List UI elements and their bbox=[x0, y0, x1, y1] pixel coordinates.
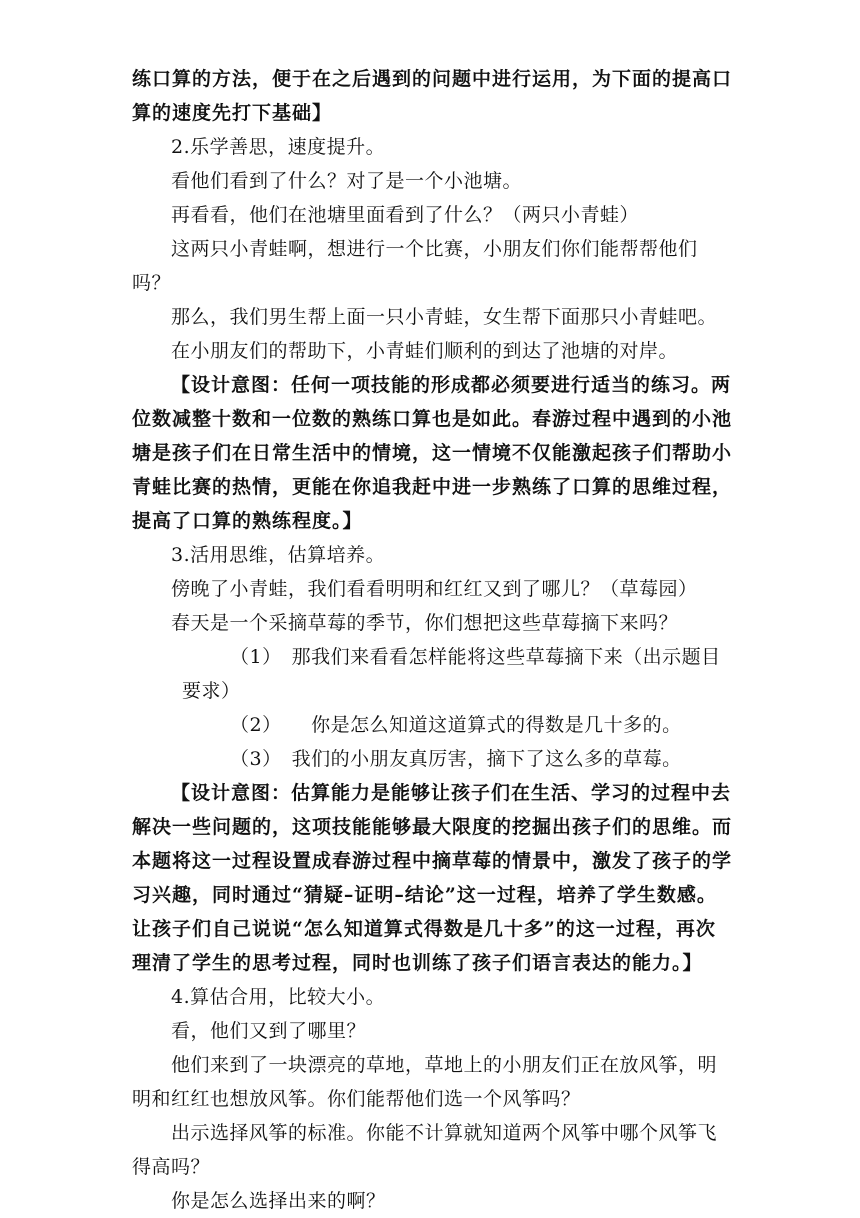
text-line: 春天是一个采摘草莓的季节，你们想把这些草莓摘下来吗？ bbox=[171, 612, 679, 634]
design-intent-line: 本题将这一过程设置成春游过程中摘草莓的情景中，激发了孩子的学 bbox=[132, 850, 733, 872]
design-intent-line: 习兴趣，同时通过“猜疑–证明–结论”这一过程，培养了学生数感。 bbox=[132, 884, 717, 906]
numbered-item: （2） 你是怎么知道这道算式的得数是几十多的。 bbox=[230, 714, 682, 736]
design-intent-line: 解决一些问题的，这项技能能够最大限度的挖掘出孩子们的思维。而 bbox=[132, 816, 733, 838]
text-line: 出示选择风筝的标准。你能不计算就知道两个风筝中哪个风筝飞 bbox=[171, 1122, 718, 1144]
section-heading: 3.活用思维，估算培养。 bbox=[171, 544, 386, 566]
text-line: 你是怎么选择出来的啊？ bbox=[171, 1190, 386, 1212]
design-intent-line: 位数减整十数和一位数的熟练口算也是如此。春游过程中遇到的小池 bbox=[132, 408, 733, 430]
text-line: 算的速度先打下基础】 bbox=[132, 102, 333, 124]
text-line: 明和红红也想放风筝。你们能帮他们选一个风筝吗？ bbox=[132, 1088, 581, 1110]
text-line: 看，他们又到了哪里？ bbox=[171, 1020, 367, 1042]
numbered-item-continuation: 要求） bbox=[182, 680, 241, 702]
text-line: 在小朋友们的帮助下，小青蛙们顺利的到达了池塘的对岸。 bbox=[171, 340, 679, 362]
numbered-item: （3） 我们的小朋友真厉害，摘下了这么多的草莓。 bbox=[230, 748, 682, 770]
text-line: 吗？ bbox=[132, 272, 172, 294]
text-line: 看他们看到了什么？对了是一个小池塘。 bbox=[171, 170, 523, 192]
text-line: 他们来到了一块漂亮的草地，草地上的小朋友们正在放风筝，明 bbox=[171, 1054, 718, 1076]
section-heading: 4.算估合用，比较大小。 bbox=[171, 986, 386, 1008]
design-intent-line: 理清了学生的思考过程，同时也训练了孩子们语言表达的能力。】 bbox=[132, 952, 703, 974]
text-line: 那么，我们男生帮上面一只小青蛙，女生帮下面那只小青蛙吧。 bbox=[171, 306, 718, 328]
design-intent-line: 塘是孩子们在日常生活中的情境，这一情境不仅能激起孩子们帮助小 bbox=[132, 442, 733, 464]
design-intent-line: 提高了口算的熟练程度。】 bbox=[132, 510, 363, 532]
text-line: 这两只小青蛙啊，想进行一个比赛，小朋友们你们能帮帮他们 bbox=[171, 238, 698, 260]
text-line: 傍晚了小青蛙，我们看看明明和红红又到了哪儿？（草莓园） bbox=[171, 578, 698, 600]
design-intent-line: 青蛙比赛的热情，更能在你追我赶中进一步熟练了口算的思维过程， bbox=[132, 476, 733, 498]
text-line: 再看看，他们在池塘里面看到了什么？（两只小青蛙） bbox=[171, 204, 640, 226]
text-line: 得高吗？ bbox=[132, 1156, 211, 1178]
design-intent-line: 【设计意图：任何一项技能的形成都必须要进行适当的练习。两 bbox=[171, 374, 732, 396]
section-heading: 2.乐学善思，速度提升。 bbox=[171, 136, 386, 158]
text-line: 练口算的方法，便于在之后遇到的问题中进行运用，为下面的提高口 bbox=[132, 68, 733, 90]
design-intent-line: 【设计意图：估算能力是能够让孩子们在生活、学习的过程中去 bbox=[171, 782, 732, 804]
numbered-item: （1） 那我们来看看怎样能将这些草莓摘下来（出示题目 bbox=[230, 646, 721, 668]
design-intent-line: 让孩子们自己说说“怎么知道算式得数是几十多”的这一过程，再次 bbox=[132, 918, 716, 940]
